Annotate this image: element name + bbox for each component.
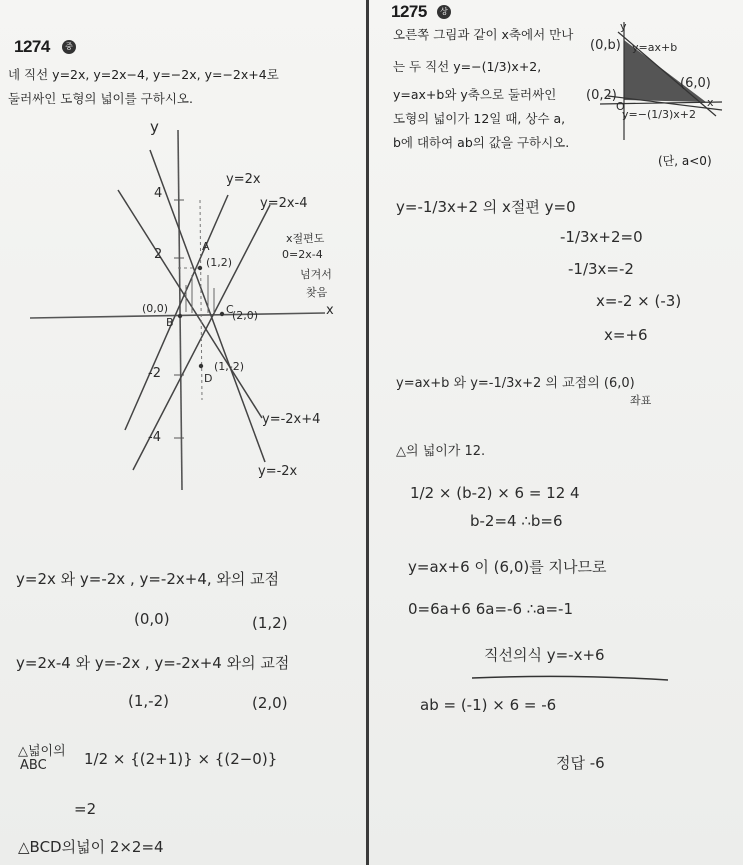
solution-line: 1/2 × (b-2) × 6 = 12 4: [410, 484, 580, 502]
margin-note: 찾음: [306, 286, 328, 299]
solution-line: 직선의식 y=-x+6: [484, 646, 605, 664]
x-axis-label: x: [326, 303, 334, 318]
margin-note: 0=2x-4: [282, 248, 323, 261]
problem-text-line1: 오른쪽 그림과 같이 x축에서 만나: [393, 27, 574, 42]
solution-point: (1,-2): [128, 692, 169, 710]
figure-origin-label: O: [616, 100, 625, 113]
helper-line: [200, 200, 202, 400]
margin-note: 넘겨서: [300, 268, 332, 281]
solution-line: ab = (-1) × 6 = -6: [420, 696, 557, 714]
condition-note: (단, a<0): [658, 154, 712, 168]
problem-number: 1275: [391, 2, 427, 21]
solution-line: x=+6: [604, 326, 648, 344]
tick-label: -4: [148, 430, 161, 445]
solution-line: y=ax+6 이 (6,0)를 지나므로: [408, 558, 607, 576]
solution-line: x=-2 × (-3): [596, 292, 682, 310]
line-label-yneg2x4: y=-2x+4: [262, 412, 321, 427]
difficulty-badge: 상: [437, 5, 451, 19]
point-d-label: D: [204, 372, 213, 385]
y-axis-label: y: [150, 118, 159, 136]
figure-line1-label: y=ax+b: [632, 41, 678, 54]
problem-text-line5: b에 대하여 ab의 값을 구하시오.: [393, 135, 570, 150]
problem-text-line1: 네 직선 y=2x, y=2x−4, y=−2x, y=−2x+4로: [8, 67, 279, 82]
point-b-coord: (0,0): [142, 302, 169, 315]
problem-text-line2: 는 두 직선 y=−(1/3)x+2,: [393, 59, 542, 74]
solution-line: =2: [74, 800, 97, 818]
solution-line: y=2x-4 와 y=-2x , y=-2x+4 와의 교점: [16, 654, 290, 672]
tick-label: -2: [148, 366, 161, 381]
margin-note: x절편도: [286, 232, 325, 245]
point-b-label: B: [166, 316, 174, 329]
line-label-yneg2x: y=-2x: [258, 464, 298, 479]
point-c-label: C: [226, 303, 234, 316]
solution-point: (0,0): [134, 610, 170, 628]
solution-line: y=2x 와 y=-2x , y=-2x+4, 와의 교점: [16, 570, 280, 588]
figure-point-label: (0,2): [586, 88, 617, 103]
problem-1274-column: [0, 0, 366, 865]
figure-x-label: x: [707, 96, 714, 109]
solution-line: 1/2 × {(2+1)} × {(2−0)}: [84, 750, 278, 768]
point-a-label: A: [202, 240, 210, 253]
solution-point: (2,0): [252, 694, 288, 712]
y-axis-line: [178, 130, 182, 490]
solution-line: b-2=4 ∴b=6: [470, 512, 563, 530]
underline-stroke: [470, 672, 670, 684]
solution-label: ABC: [20, 758, 47, 773]
figure-point-label: (6,0): [680, 76, 711, 91]
solution-line: y=-1/3x+2 의 x절편 y=0: [396, 198, 576, 216]
solution-line: -1/3x=-2: [568, 260, 634, 278]
column-divider: [366, 0, 369, 865]
tick-label: 4: [154, 186, 163, 201]
tick-label: 2: [154, 247, 163, 262]
solution-line: △의 넓이가 12.: [396, 444, 486, 459]
point-a-coord: (1,2): [206, 256, 233, 269]
problem-text-line2: 둘러싸인 도형의 넓이를 구하시오.: [8, 91, 193, 106]
problem-number: 1274: [14, 37, 50, 56]
solution-line: 좌표: [630, 394, 652, 407]
line-yneg2x: [118, 190, 262, 418]
figure-line2-label: y=−(1/3)x+2: [622, 108, 696, 121]
point-b: [178, 314, 182, 318]
point-c: [220, 312, 224, 316]
solution-line: 0=6a+6 6a=-6 ∴a=-1: [408, 600, 574, 618]
solution-line: △BCD의넓이 2×2=4: [18, 838, 164, 856]
figure-point-label: (0,b): [590, 38, 621, 53]
problem-text-line4: 도형의 넓이가 12일 때, 상수 a,: [393, 111, 566, 126]
solution-line: y=ax+b 와 y=-1/3x+2 의 교점의 (6,0): [396, 376, 635, 391]
solution-line: -1/3x+2=0: [560, 228, 643, 246]
difficulty-badge: 중: [62, 40, 76, 54]
x-axis-line: [30, 313, 325, 318]
point-d-coord: (1,-2): [214, 360, 245, 373]
problem-text-line3: y=ax+b와 y축으로 둘러싸인: [393, 87, 557, 102]
line-y2x: [125, 195, 228, 430]
line-label-y2x: y=2x: [226, 172, 261, 187]
point-c-coord: (2,0): [232, 309, 259, 322]
point-a: [198, 266, 202, 270]
final-answer: 정답 -6: [556, 754, 605, 772]
solution-label: △넓이의: [18, 744, 66, 759]
solution-point: (1,2): [252, 614, 288, 632]
line-label-y2x-4: y=2x-4: [260, 196, 308, 211]
figure-y-label: y: [620, 20, 627, 33]
point-d: [199, 364, 203, 368]
